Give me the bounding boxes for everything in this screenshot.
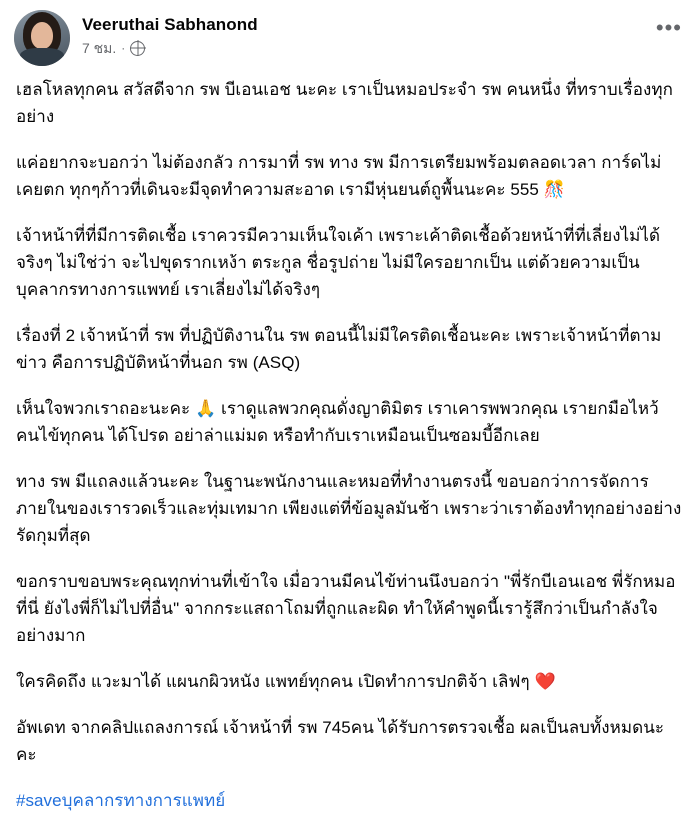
post-header-text xyxy=(82,10,258,57)
avatar-body xyxy=(20,48,64,66)
post-paragraph: ขอกราบขอบพระคุณทุกท่านที่เข้าใจ เมื่อวานมีคนไข้ท่านนึงบอกว่า "พี่รักบีเอนเอช พี่รักหมอที่นี่ ยังไงพี่ก็ไม่ไปที่อื่น" จากกระแสถาโถมที่ถูกและผิด ทำให้คำพูดนี้เรารู้สึกว่าเป็นกำลังใจอย่างมาก xyxy=(16,572,676,645)
post-paragraph: เฮลโหลทุกคน สวัสดีจาก รพ บีเอนเอช นะคะ เราเป็นหมอประจำ รพ คนหนึ่ง ที่ทราบเรื่องทุกอย่าง xyxy=(16,80,673,126)
post-timestamp[interactable]: 7 ชม. xyxy=(82,40,117,56)
post-options-menu-icon[interactable]: ••• xyxy=(655,15,682,40)
post-paragraph: แค่อยากจะบอกว่า ไม่ต้องกลัว การมาที่ รพ ทาง รพ มีการเตรียมพร้อมตลอดเวลา การ์ดไม่เคยตก ทุกๆก้าวที่เดินจะมีจุดทำความสะอาด เรามีหุ่นยนต์ถูพื้นนะคะ 555 🎊 xyxy=(16,153,662,199)
avatar[interactable] xyxy=(14,10,70,66)
post-paragraph: เรื่องที่ 2 เจ้าหน้าที่ รพ ที่ปฏิบัติงานใน รพ ตอนนี้ไม่มีใครติดเชื้อนะคะ เพราะเจ้าหน้าที่ตามข่าว คือการปฏิบัติหน้าที่นอก รพ (ASQ) xyxy=(16,326,662,372)
post-paragraph: ใครคิดถึง แวะมาได้ แผนกผิวหนัง แพทย์ทุกคน เปิดทำการปกติจ้า เลิฟๆ ❤️ xyxy=(16,672,556,691)
meta-separator-dot: · xyxy=(121,41,126,55)
post-meta xyxy=(82,39,258,57)
post-hashtag[interactable]: #saveบุคลากรทางการแพทย์ xyxy=(16,791,226,810)
post-header xyxy=(0,0,700,70)
post-paragraph: อัพเดท จากคลิปแถลงการณ์ เจ้าหน้าที่ รพ 745คน ได้รับการตรวจเชื้อ ผลเป็นลบทั้งหมดนะคะ xyxy=(16,718,665,764)
post-paragraph: ทาง รพ มีแถลงแล้วนะคะ ในฐานะพนักงานและหมอที่ทำงานตรงนี้ ขอบอกว่าการจัดการภายในของเรารวดเร็วและทุ่มเทมาก เพียงแต่ที่ข้อมูลมันช้า เพราะว่าเราต้องทำทุกอย่างอย่างรัดกุมที่สุด xyxy=(16,472,682,545)
post-paragraph: เจ้าหน้าที่ที่มีการติดเชื้อ เราควรมีความเห็นใจเค้า เพราะเค้าติดเชื้อด้วยหน้าที่ที่เลี่ยงไม่ได้จริงๆ ไม่ใช่ว่า จะไปขุดรากเหง้า ตระกูล ชื่อรูปถ่าย ไม่มีใครอยากเป็น แต่ด้วยความเป็นบุคลากรทางการแพทย์ เราเลี่ยงไม่ได้จริงๆ xyxy=(16,226,661,299)
avatar-face xyxy=(31,22,53,49)
globe-icon[interactable] xyxy=(130,41,145,56)
post-paragraph: เห็นใจพวกเราถอะนะคะ 🙏 เราดูแลพวกคุณดั่งญาติมิตร เราเคารพพวกคุณ เรายกมือไหว้คนไข้ทุกคน ได้โปรด อย่าล่าแม่มด หรือทำกับเราเหมือนเป็นซอมบี้อีกเลย xyxy=(16,399,659,445)
post-body xyxy=(0,70,700,814)
author-name[interactable]: Veeruthai Sabhanond xyxy=(82,15,258,34)
